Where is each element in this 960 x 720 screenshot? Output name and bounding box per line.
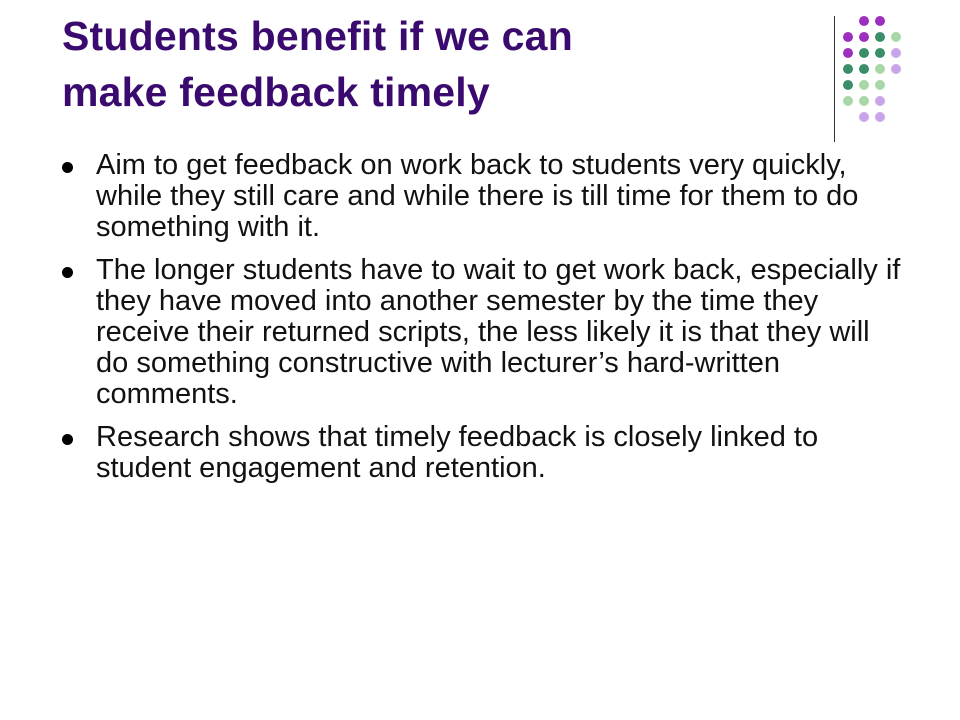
bullet-point-icon xyxy=(62,434,73,445)
bullet-list xyxy=(62,150,902,496)
decorative-dot xyxy=(875,16,885,26)
decorative-dot xyxy=(875,96,885,106)
decorative-dot xyxy=(891,32,901,42)
slide-title xyxy=(62,8,802,120)
decorative-dot xyxy=(859,16,869,26)
bullet-text: The longer students have to wait to get work back, especially if they have moved into another semester by the time they receive their returned scripts, the less likely it is that they will do something constructive with lecturer’s hard-written comments. xyxy=(96,254,901,410)
bullet-item xyxy=(62,255,902,410)
decorative-dot xyxy=(843,48,853,58)
decorative-dot xyxy=(843,96,853,106)
decorative-dot xyxy=(859,96,869,106)
decorative-dot xyxy=(875,32,885,42)
decorative-dot xyxy=(875,80,885,90)
decorative-dot xyxy=(875,112,885,122)
decorative-dot xyxy=(859,32,869,42)
decorative-dot xyxy=(875,64,885,74)
decorative-dot xyxy=(843,32,853,42)
bullet-text: Aim to get feedback on work back to students very quickly, while they still care and while there is till time for them to do something with it. xyxy=(96,149,859,243)
bullet-text: Research shows that timely feedback is closely linked to student engagement and retention. xyxy=(96,421,819,484)
decorative-dot xyxy=(859,48,869,58)
decorative-dot xyxy=(875,48,885,58)
decorative-dot xyxy=(859,64,869,74)
decorative-dot xyxy=(859,80,869,90)
bullet-point-icon xyxy=(62,162,73,173)
title-line-2: make feedback timely xyxy=(62,69,490,115)
vertical-divider xyxy=(834,16,835,142)
decorative-dot xyxy=(891,64,901,74)
bullet-point-icon xyxy=(62,267,73,278)
title-line-1: Students benefit if we can xyxy=(62,13,573,59)
bullet-item xyxy=(62,150,902,243)
decorative-dot-grid xyxy=(843,16,923,136)
decorative-dot xyxy=(843,80,853,90)
bullet-item xyxy=(62,422,902,484)
decorative-dot xyxy=(843,64,853,74)
decorative-dot xyxy=(859,112,869,122)
decorative-dot xyxy=(891,48,901,58)
